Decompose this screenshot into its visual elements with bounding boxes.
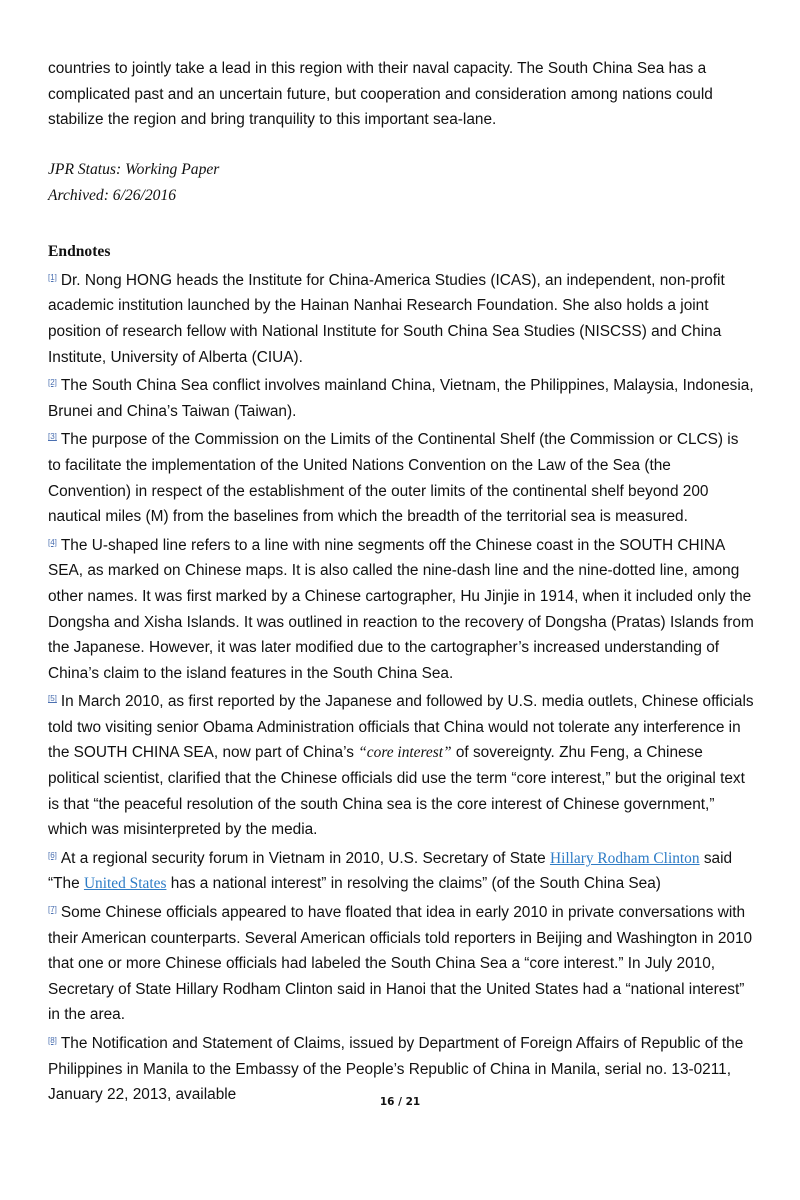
archived-line: Archived: 6/26/2016 bbox=[48, 186, 177, 204]
endnote-text: At a regional security forum in Vietnam in 2010, U.S. Secretary of State bbox=[60, 849, 546, 867]
endnote-text: said “The bbox=[48, 849, 733, 893]
endnote-text: has a national interest” in resolving the claims” (of the South China Sea) bbox=[170, 875, 661, 893]
endnote-text: The U-shaped line refers to a line with nine segments off the Chinese coast in the SOUTH CHINA SEA, as marked on Chinese maps. It is also called the nine-dash line and the nine-dotted line, among other names. It was first marked by a Chinese cartographer, Hu Jinjie in 1914, when it included only the Dongsha and Xisha Islands. It was outlined in reaction to the recovery of Dongsha (Pratas) Islands from the Japanese. However, it was later modified due to the cartographer’s increased understanding of China’s claim to the island features in the South China Sea. bbox=[48, 536, 754, 682]
endnote-text: The purpose of the Commission on the Limits of the Continental Shelf (the Commission or CLCS) is to facilitate the implementation of the United Nations Convention on the Law of the Sea (the Convention) in respect of the establishment of the outer limits of the continental shelf beyond 200 nautical miles (M) from the baselines from which the breadth of the territorial sea is measured. bbox=[48, 431, 739, 526]
endnote-text: Dr. Nong HONG heads the Institute for China-America Studies (ICAS), an independent, non-profit academic institution launched by the Hainan Nanhai Research Foundation. She also holds a joint position of research fellow with National Institute for South China Sea Studies (NISCSS) and China Institute, University of Alberta (CIUA). bbox=[48, 271, 725, 366]
core-interest-phrase: “core interest” bbox=[358, 744, 452, 762]
endnote-4 bbox=[48, 530, 754, 687]
endnote-2 bbox=[48, 370, 754, 424]
endnote-text: In March 2010, as first reported by the Japanese and followed by U.S. media outlets, Chinese officials told two visiting senior Obama Administration officials that China would not tolerate any interference in the SOUTH CHINA SEA, now part of China’s bbox=[48, 693, 754, 762]
endnote-marker[interactable]: [5] bbox=[48, 694, 57, 704]
endnote-7 bbox=[48, 897, 754, 1028]
hillary-clinton-link[interactable]: Hillary Rodham Clinton bbox=[549, 849, 700, 867]
endnote-text: Some Chinese officials appeared to have floated that idea in early 2010 in private conversations with their American counterparts. Several American officials told reporters in Beijing and Washington in 2010 that one or more Chinese officials had labeled the South China Sea a “core interest.” In July 2010, Secretary of State Hillary Rodham Clinton said in Hanoi that the United States had a “national interest” in the area. bbox=[48, 904, 753, 1024]
endnote-marker[interactable]: [2] bbox=[48, 378, 57, 388]
endnote-3 bbox=[48, 424, 754, 529]
endnote-text: The South China Sea conflict involves mainland China, Vietnam, the Philippines, Malaysia, Indonesia, Brunei and China’s Taiwan (Taiwan). bbox=[48, 377, 754, 420]
endnote-6 bbox=[48, 843, 754, 897]
endnote-text: of sovereignty. Zhu Feng, a Chinese political scientist, clarified that the Chinese officials did use the term “core interest,” but the original text is that “the peaceful resolution of the south China sea is the core interest of Chinese government,” which was misinterpreted by the media. bbox=[48, 744, 745, 839]
endnote-1 bbox=[48, 265, 754, 370]
united-states-link[interactable]: United States bbox=[83, 875, 167, 893]
endnote-marker[interactable]: [3] bbox=[48, 432, 57, 442]
page-number: 16 / 21 bbox=[379, 1096, 421, 1108]
endnote-marker[interactable]: [8] bbox=[48, 1036, 57, 1045]
endnote-marker[interactable]: [1] bbox=[48, 272, 57, 282]
document-page bbox=[48, 56, 754, 1108]
intro-paragraph: countries to jointly take a lead in this region with their naval capacity. The South China Sea has a complicated past and an uncertain future, but cooperation and consideration among nations could stabilize the region and bring tranquility to this important sea-lane. bbox=[48, 60, 713, 129]
endnote-marker[interactable]: [6] bbox=[48, 850, 57, 860]
endnote-marker[interactable]: [4] bbox=[48, 537, 57, 547]
status-block bbox=[48, 157, 754, 209]
endnote-marker[interactable]: [7] bbox=[48, 905, 57, 915]
endnotes-heading: Endnotes bbox=[48, 242, 111, 260]
endnote-5 bbox=[48, 686, 754, 843]
endnote-text: The Notification and Statement of Claims, issued by Department of Foreign Affairs of Republic of the Philippines in Manila to the Embassy of the People’s Republic of China in Manila, serial no. 13-0211, January 22, 2013, available bbox=[48, 1035, 744, 1104]
status-line: JPR Status: Working Paper bbox=[48, 160, 220, 178]
